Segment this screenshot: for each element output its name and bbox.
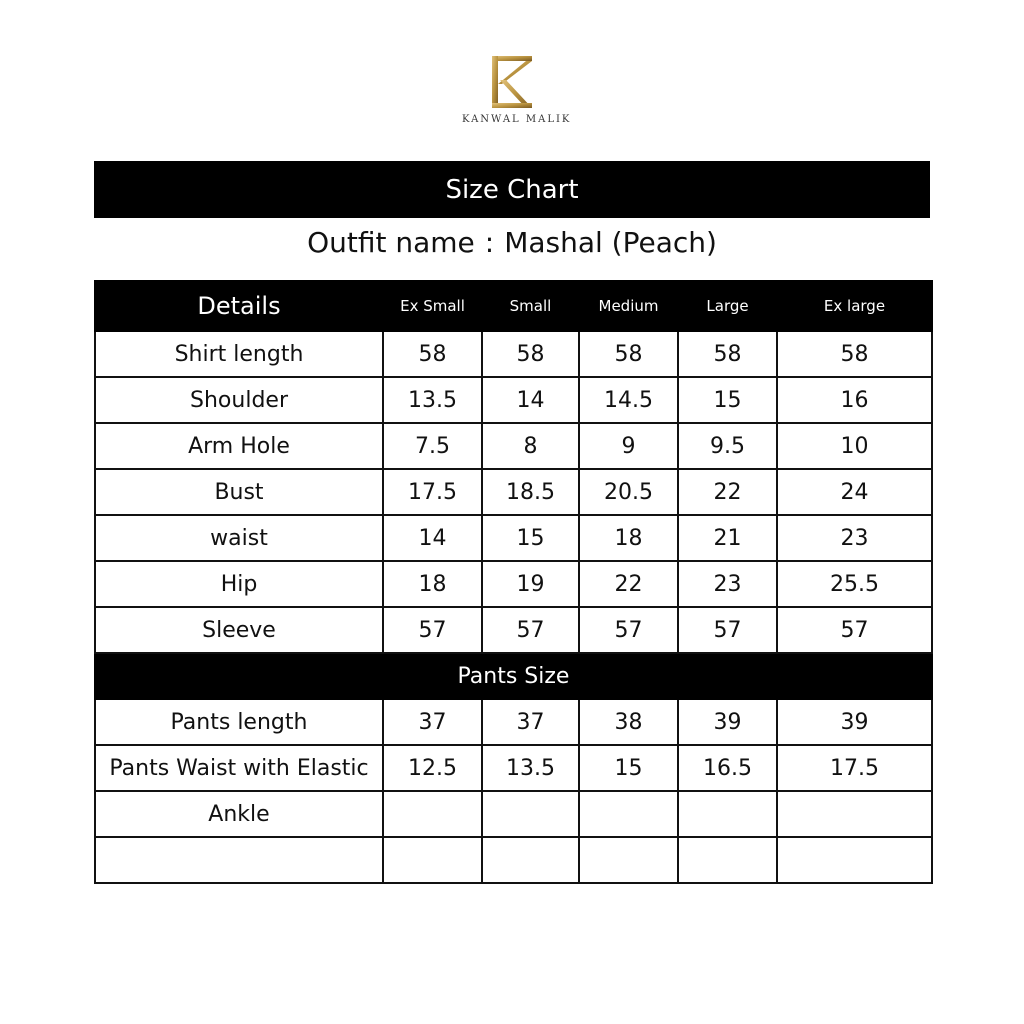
table-row bbox=[95, 745, 932, 791]
table-cell: 39 bbox=[678, 699, 777, 745]
table-cell: 15 bbox=[678, 377, 777, 423]
row-label: Pants length bbox=[95, 699, 383, 745]
table-cell: 21 bbox=[678, 515, 777, 561]
outfit-value: Mashal (Peach) bbox=[504, 226, 717, 259]
table-cell: 58 bbox=[482, 331, 579, 377]
table-cell bbox=[678, 791, 777, 837]
table-row bbox=[95, 607, 932, 653]
table-row bbox=[95, 699, 932, 745]
table-cell: 14 bbox=[383, 515, 482, 561]
table-cell: 23 bbox=[678, 561, 777, 607]
table-cell: 19 bbox=[482, 561, 579, 607]
table-cell: 37 bbox=[383, 699, 482, 745]
table-cell: 15 bbox=[482, 515, 579, 561]
row-label: Ankle bbox=[95, 791, 383, 837]
kz-monogram-icon bbox=[489, 52, 535, 112]
pants-section-title: Pants Size bbox=[95, 653, 932, 699]
table-cell bbox=[777, 791, 932, 837]
pants-section-row bbox=[95, 653, 932, 699]
row-label: Hip bbox=[95, 561, 383, 607]
table-cell: 7.5 bbox=[383, 423, 482, 469]
header-large: Large bbox=[678, 281, 777, 331]
table-cell: 25.5 bbox=[777, 561, 932, 607]
brand-name: KANWAL MALIK bbox=[462, 114, 572, 125]
outfit-name-line bbox=[0, 226, 1024, 259]
page-title: Size Chart bbox=[445, 174, 579, 205]
table-cell: 12.5 bbox=[383, 745, 482, 791]
row-label: Shoulder bbox=[95, 377, 383, 423]
table-cell: 57 bbox=[383, 607, 482, 653]
size-table bbox=[94, 280, 933, 884]
table-row bbox=[95, 561, 932, 607]
table-cell: 13.5 bbox=[383, 377, 482, 423]
table-row bbox=[95, 331, 932, 377]
table-cell: 57 bbox=[579, 607, 678, 653]
row-label: Shirt length bbox=[95, 331, 383, 377]
table-cell: 39 bbox=[777, 699, 932, 745]
table-cell: 58 bbox=[383, 331, 482, 377]
table-cell bbox=[383, 837, 482, 883]
table-cell: 9 bbox=[579, 423, 678, 469]
table-cell: 10 bbox=[777, 423, 932, 469]
table-row bbox=[95, 469, 932, 515]
table-cell: 16 bbox=[777, 377, 932, 423]
table-row bbox=[95, 837, 932, 883]
table-cell: 38 bbox=[579, 699, 678, 745]
row-label: Bust bbox=[95, 469, 383, 515]
table-row bbox=[95, 423, 932, 469]
header-small: Small bbox=[482, 281, 579, 331]
table-cell: 14 bbox=[482, 377, 579, 423]
table-cell: 57 bbox=[777, 607, 932, 653]
table-cell: 8 bbox=[482, 423, 579, 469]
table-row bbox=[95, 515, 932, 561]
table-cell: 23 bbox=[777, 515, 932, 561]
table-cell: 16.5 bbox=[678, 745, 777, 791]
row-label: Sleeve bbox=[95, 607, 383, 653]
header-medium: Medium bbox=[579, 281, 678, 331]
row-label bbox=[95, 837, 383, 883]
table-cell bbox=[482, 837, 579, 883]
table-cell: 17.5 bbox=[777, 745, 932, 791]
table-cell: 18 bbox=[383, 561, 482, 607]
size-chart-title-bar bbox=[94, 161, 930, 218]
table-cell bbox=[383, 791, 482, 837]
header-ex-large: Ex large bbox=[777, 281, 932, 331]
table-cell: 18 bbox=[579, 515, 678, 561]
brand-logo bbox=[462, 52, 572, 125]
table-cell bbox=[678, 837, 777, 883]
table-cell: 22 bbox=[579, 561, 678, 607]
table-row bbox=[95, 791, 932, 837]
table-cell: 13.5 bbox=[482, 745, 579, 791]
outfit-separator: : bbox=[484, 226, 495, 259]
table-cell: 24 bbox=[777, 469, 932, 515]
table-cell bbox=[579, 837, 678, 883]
table-cell: 9.5 bbox=[678, 423, 777, 469]
header-details: Details bbox=[95, 281, 383, 331]
table-cell: 57 bbox=[678, 607, 777, 653]
table-header-row bbox=[95, 281, 932, 331]
table-cell bbox=[777, 837, 932, 883]
header-ex-small: Ex Small bbox=[383, 281, 482, 331]
table-cell: 18.5 bbox=[482, 469, 579, 515]
table-cell: 58 bbox=[777, 331, 932, 377]
table-cell: 14.5 bbox=[579, 377, 678, 423]
table-cell: 37 bbox=[482, 699, 579, 745]
row-label: waist bbox=[95, 515, 383, 561]
table-cell: 58 bbox=[579, 331, 678, 377]
table-cell: 17.5 bbox=[383, 469, 482, 515]
table-cell: 57 bbox=[482, 607, 579, 653]
table-cell: 22 bbox=[678, 469, 777, 515]
outfit-label: Outfit name bbox=[307, 226, 475, 259]
table-cell: 15 bbox=[579, 745, 678, 791]
table-cell: 20.5 bbox=[579, 469, 678, 515]
table-row bbox=[95, 377, 932, 423]
table-cell: 58 bbox=[678, 331, 777, 377]
table-cell bbox=[579, 791, 678, 837]
row-label: Arm Hole bbox=[95, 423, 383, 469]
table-cell bbox=[482, 791, 579, 837]
row-label: Pants Waist with Elastic bbox=[95, 745, 383, 791]
